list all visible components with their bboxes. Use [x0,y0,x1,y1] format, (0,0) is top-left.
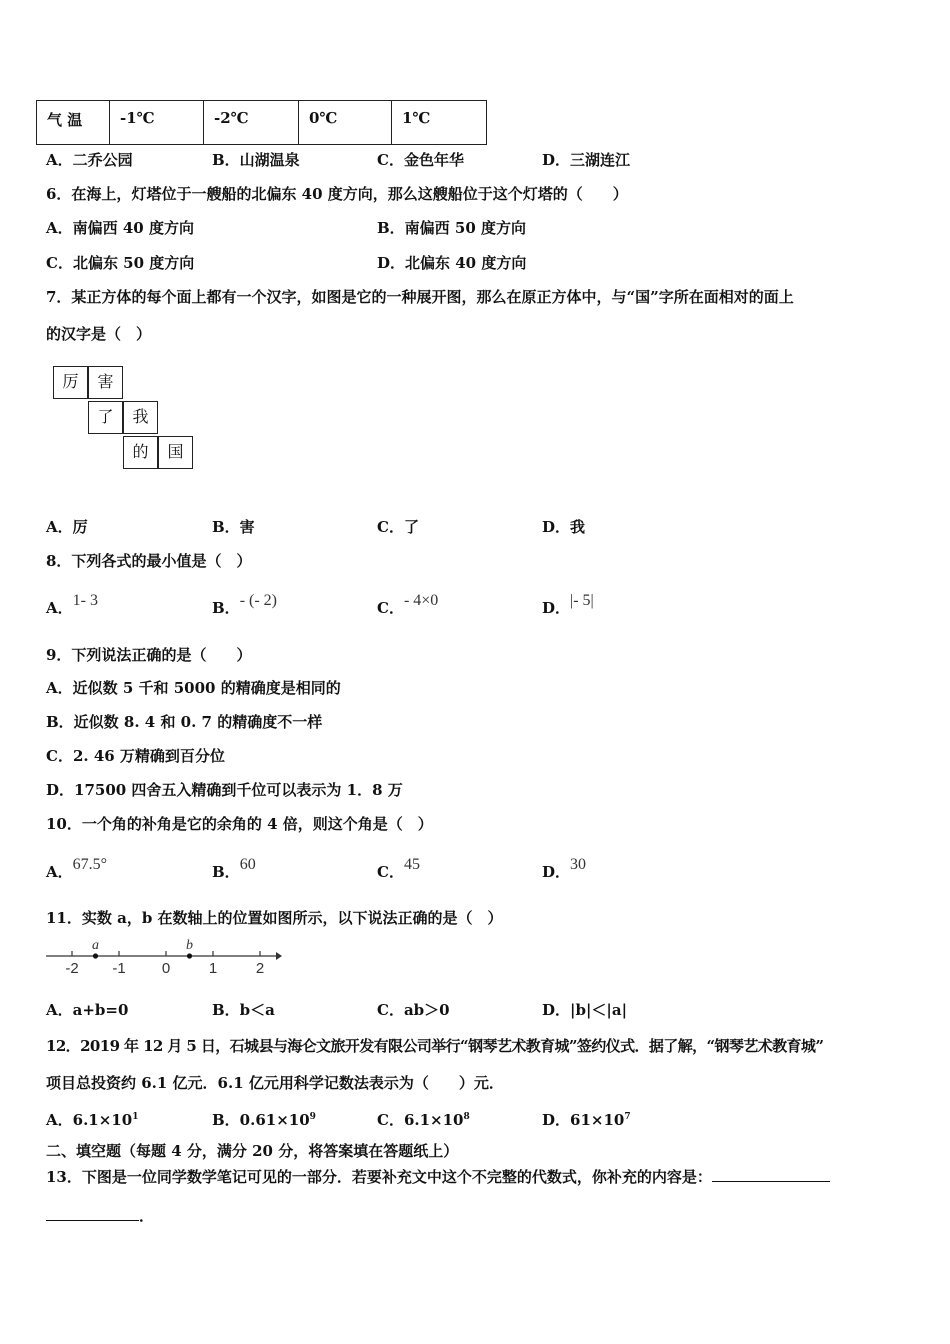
net-cell-li: 厉 [53,366,88,399]
q10-value-c: 45 [403,856,420,873]
q10-option-b [212,856,256,883]
q12-option-d-exp: 7 [624,1112,631,1122]
q11-option-c: C．ab＞0 [377,1001,450,1019]
temperature-table [36,100,487,145]
q11-option-b: B．b＜a [212,1001,275,1019]
number-line-tick-label: 2 [255,960,265,977]
q7-option-d: D．我 [542,518,586,536]
q13-stem [46,1167,830,1187]
q7-option-c: C．了 [377,518,419,536]
q9-stem: 9．下列说法正确的是（ ） [46,646,252,664]
q8-option-b [212,592,277,619]
q10-value-d: 30 [570,856,587,873]
q9-option-c: C．2. 46 万精确到百分位 [46,747,225,765]
net-cell-guo: 国 [158,436,193,469]
q8-label-b: B． [212,599,240,617]
q8-label-d: D． [542,599,571,617]
q7-option-b: B．害 [212,518,255,536]
number-line-tick-label: 1 [208,960,218,977]
q6-option-b: B．南偏西 50 度方向 [377,219,526,237]
section-2-title: 二、填空题（每题 4 分，满分 20 分，将答案填在答题纸上） [46,1142,459,1160]
q11-stem: 11．实数 a，b 在数轴上的位置如图所示，以下说法正确的是（ ） [46,909,503,927]
q10-label-b: B． [212,863,240,881]
q12-stem-line2: 项目总投资约 6.1 亿元．6.1 亿元用科学记数法表示为（ ）元． [46,1074,504,1092]
point-b-dot [187,953,192,958]
q10-value-b: 60 [239,856,256,873]
q13-continuation [46,1206,154,1226]
temp-cell: -2℃ [204,101,299,145]
q12-option-c [377,1107,470,1130]
q5-option-c: C．金色年华 [377,151,464,169]
q12-option-b-exp: 9 [309,1112,316,1122]
q10-option-a [46,856,108,883]
q7-stem-line1: 7．某正方体的每个面上都有一个汉字，如图是它的一种展开图，那么在原正方体中，与“国”字所在面相对的面上 [46,288,794,306]
q7-option-a: A．厉 [46,518,88,536]
q12-option-a [46,1107,138,1130]
q8-expr-d: |- 5| [570,592,594,609]
temp-header-cell: 气 温 [37,101,110,145]
net-cell-de: 的 [123,436,158,469]
q8-stem: 8．下列各式的最小值是（ ） [46,552,252,570]
q12-option-c-base: C．6.1×10 [377,1111,464,1129]
q5-option-d: D．三湖连江 [542,151,631,169]
q9-option-b: B．近似数 8. 4 和 0. 7 的精确度不一样 [46,713,323,731]
q11-option-d: D．|b|＜|a| [542,1001,628,1019]
q7-stem-line2: 的汉字是（ ） [46,325,152,343]
number-line-arrow [276,952,282,960]
q12-stem-line1: 12．2019 年 12 月 5 日，石城县与海仑文旅开发有限公司举行“钢琴艺术教育城”签约仪式．据了解，“钢琴艺术教育城” [46,1037,824,1055]
q10-label-a: A． [46,863,73,881]
temp-cell: -1℃ [110,101,204,145]
q11-option-a: A．a+b=0 [46,1001,129,1019]
net-cell-le: 了 [88,401,123,434]
point-a-label: a [92,938,99,953]
q9-option-d: D．17500 四舍五入精确到千位可以表示为 1．8 万 [46,781,403,799]
q8-expr-b: - (- 2) [239,592,277,609]
q12-option-a-exp: 1 [132,1112,139,1122]
q10-value-a: 67.5° [72,856,108,873]
net-cell-hai: 害 [88,366,123,399]
net-cell-wo: 我 [123,401,158,434]
q8-option-d [542,592,594,619]
number-line-tick-label: -2 [65,960,79,977]
q13-answer-blank-1[interactable] [712,1167,830,1182]
q12-option-c-exp: 8 [463,1112,470,1122]
q13-end: ． [139,1207,155,1225]
q8-expr-a: 1- 3 [72,592,98,609]
q10-label-c: C． [377,863,404,881]
q10-stem: 10．一个角的补角是它的余角的 4 倍，则这个角是（ ） [46,815,433,833]
q5-option-a: A．二乔公园 [46,151,133,169]
q12-option-b-base: B．0.61×10 [212,1111,310,1129]
q5-option-b: B．山湖温泉 [212,151,300,169]
point-a-dot [93,953,98,958]
q12-option-a-base: A．6.1×10 [46,1111,133,1129]
q13-answer-blank-2[interactable] [46,1206,139,1221]
q9-option-a: A．近似数 5 千和 5000 的精确度是相同的 [46,679,341,697]
temp-cell: 0℃ [299,101,392,145]
temp-cell: 1℃ [392,101,487,145]
q6-option-d: D．北偏东 40 度方向 [377,254,527,272]
point-b-label: b [186,938,193,953]
q8-expr-c: - 4×0 [403,592,439,609]
q12-option-d-base: D．61×10 [542,1111,625,1129]
number-line-tick-label: 0 [161,960,171,977]
q6-option-c: C．北偏东 50 度方向 [46,254,195,272]
q8-label-a: A． [46,599,73,617]
q6-stem: 6．在海上，灯塔位于一艘船的北偏东 40 度方向，那么这艘船位于这个灯塔的（ ） [46,185,628,203]
q10-option-c [377,856,420,883]
q8-option-a [46,592,98,619]
q12-option-d [542,1107,631,1130]
q10-option-d [542,856,587,883]
q8-label-c: C． [377,599,404,617]
number-line-tick-label: -1 [112,960,126,977]
number-line [44,934,284,980]
q10-label-d: D． [542,863,571,881]
q6-option-a: A．南偏西 40 度方向 [46,219,194,237]
q8-option-c [377,592,439,619]
q13-stem-text: 13．下图是一位同学数学笔记可见的一部分．若要补充文中这个不完整的代数式，你补充的内容是： [46,1168,712,1186]
q12-option-b [212,1107,316,1130]
